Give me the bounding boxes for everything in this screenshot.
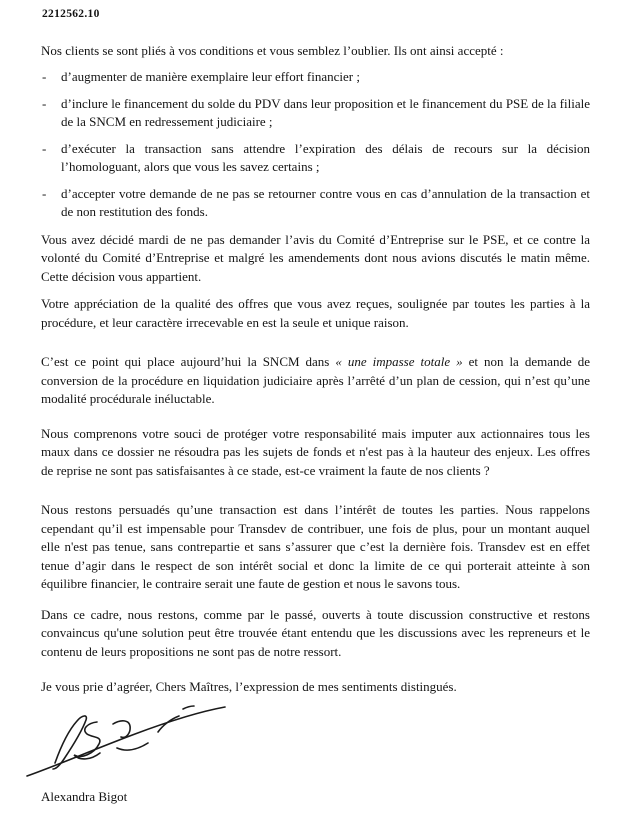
impasse-text-before: C’est ce point qui place aujourd’hui la SNCM dans	[41, 354, 336, 369]
bullet-item	[41, 185, 590, 222]
bullet-dash: -	[42, 140, 47, 156]
bullet-item	[41, 140, 590, 177]
paragraph-closing: Je vous prie d’agréer, Chers Maîtres, l’expression de mes sentiments distingués.	[41, 679, 457, 694]
impasse-quote: « une impasse totale »	[335, 354, 463, 369]
paragraph-cadre: Dans ce cadre, nous restons, comme par le passé, ouverts à toute discussion constructive et restons convaincus qu'une solution peut être trouvée étant entendu que les discussions avec les repreneurs et le contenu de leurs propositions ne sont pas de notre ressort.	[41, 606, 590, 659]
bullet-dash: -	[42, 95, 47, 111]
bullet-dash: -	[42, 185, 47, 201]
document-reference: 2212562.10	[42, 8, 100, 20]
handwritten-signature	[25, 703, 239, 781]
bullet-text: d’accepter votre demande de ne pas se retourner contre vous en cas d’annulation de la transaction et de non restitution des fonds.	[61, 185, 590, 219]
bullet-list	[41, 68, 590, 222]
paragraph-impasse	[41, 353, 590, 409]
bullet-item	[41, 68, 590, 87]
paragraph-intro: Nos clients se sont pliés à vos conditions et vous semblez l’oublier. Ils ont ainsi accepté :	[41, 42, 504, 58]
bullet-text: d’inclure le financement du solde du PDV dans leur proposition et le financement du PSE de la filiale de la SNCM en redressement judiciaire ;	[61, 95, 590, 129]
paragraph-responsabilite: Nous comprenons votre souci de protéger votre responsabilité mais imputer aux actionnaires tous les maux dans ce dossier ne résoudra pas les sujets de fonds et n'est pas à la hauteur des enjeux. Les offres de reprise ne sont pas satisfaisantes à ce stade, est-ce vraiment la faute de nos clients ?	[41, 425, 590, 478]
signer-name: Alexandra Bigot	[41, 788, 128, 804]
paragraph-appreciation: Votre appréciation de la qualité des offres que vous avez reçues, soulignée par toutes les parties à la procédure, et leur caractère irrecevable en est la seule et unique raison.	[41, 296, 590, 330]
signature-scribble	[25, 703, 239, 781]
impasse-text-after: et non la demande de conversion de la procédure en liquidation judiciaire après l’arrêté d’un plan de cession, qui n’est qu’une modalité procédurale inéluctable.	[41, 354, 590, 406]
bullet-text: d’exécuter la transaction sans attendre l’expiration des délais de recours sur la décision l’homologuant, alors que vous les savez certains ;	[61, 140, 590, 174]
paragraph-comite: Vous avez décidé mardi de ne pas demander l’avis du Comité d’Entreprise sur le PSE, et ce contre la volonté du Comité d’Entreprise et malgré les amendements dont nous avions discutés le matin même. Cette décision vous appartient.	[41, 231, 590, 284]
bullet-text: d’augmenter de manière exemplaire leur effort financier ;	[61, 69, 360, 84]
bullet-dash: -	[42, 69, 47, 84]
paragraph-transaction: Nous restons persuadés qu’une transaction est dans l’intérêt de toutes les parties. Nous rappelons cependant qu’il est impensable pour Transdev de contribuer, une fois de plus, pour un montant auquel elle n'est pas tenue, sans contrepartie et sans s’assurer que c’est la dernière fois. Transdev est en effet tenue d’agir dans le respect de son intérêt social et donc la limite de ce qui porterait atteinte à son équilibre financier, le contraire serait une faute de gestion et nous le savons tous.	[41, 502, 590, 591]
bullet-item	[41, 95, 590, 132]
